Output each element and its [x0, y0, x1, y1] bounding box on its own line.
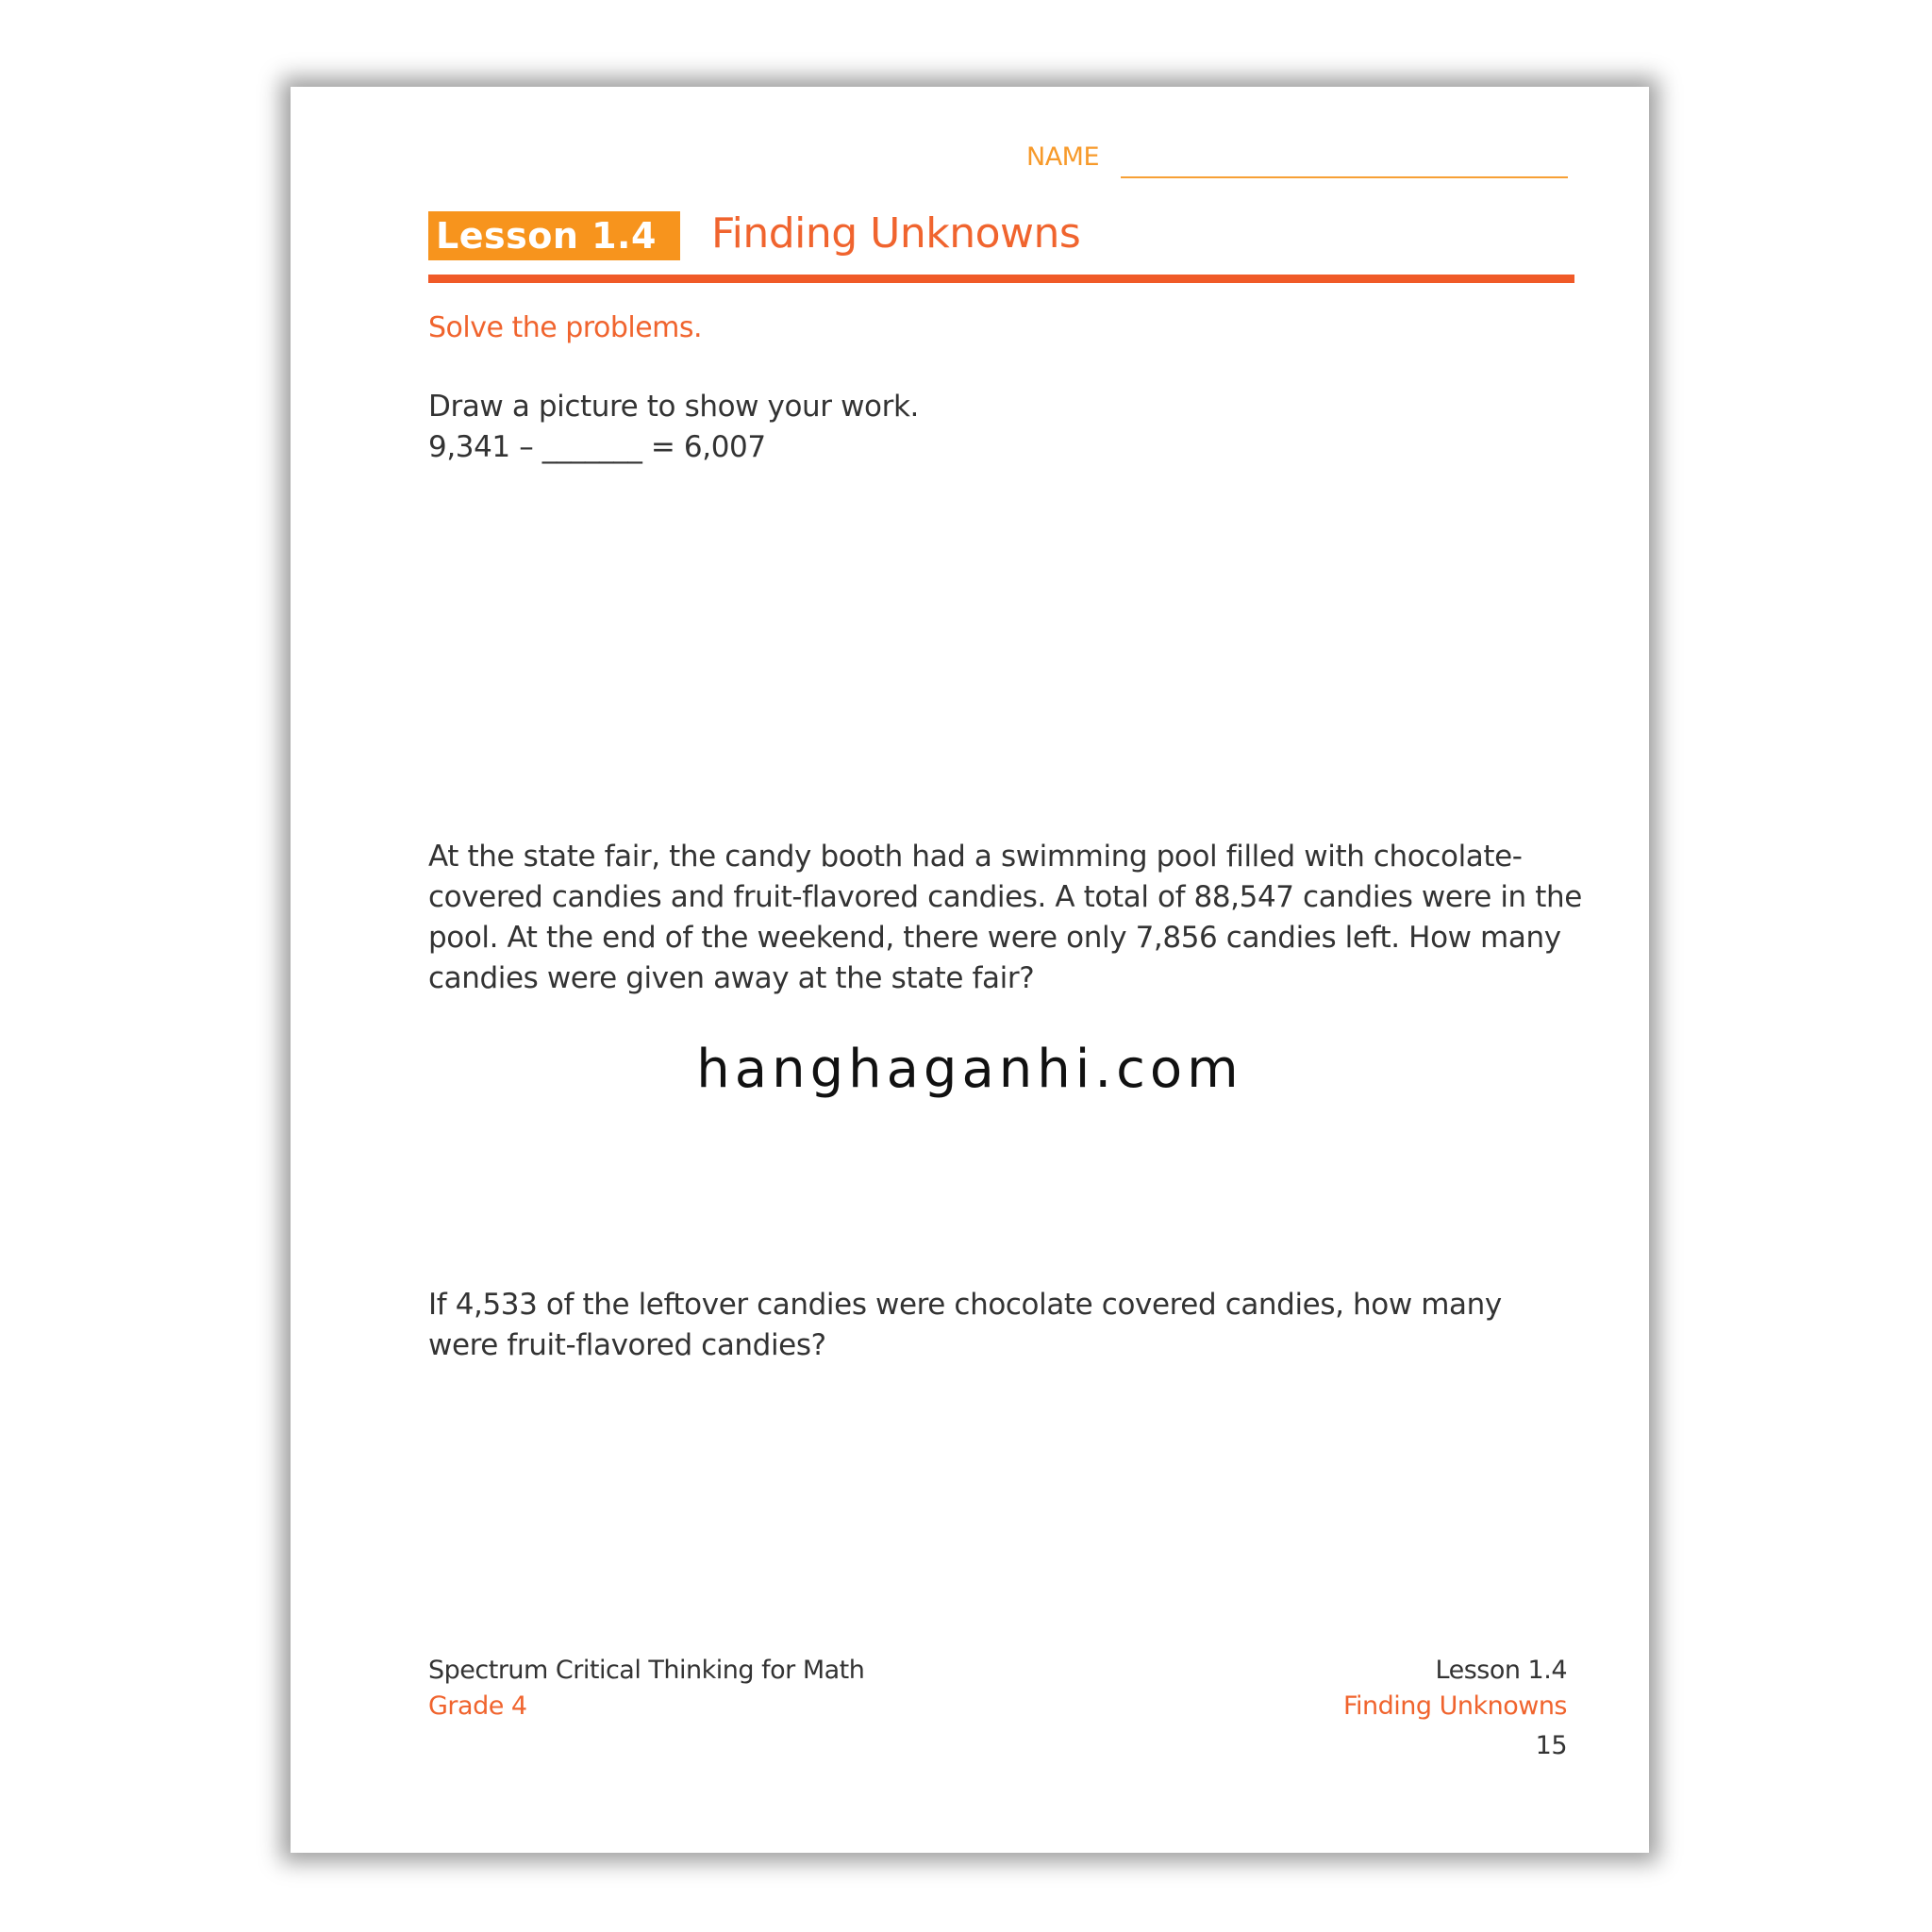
problem-1 — [428, 387, 1574, 468]
problem-1-prompt: Draw a picture to show your work. — [428, 390, 919, 424]
lesson-badge: Lesson 1.4 — [428, 211, 680, 260]
footer-left — [428, 1653, 864, 1724]
footer-book-title: Spectrum Critical Thinking for Math — [428, 1656, 865, 1685]
worksheet-page — [291, 87, 1649, 1853]
watermark: hanghaganhi.com — [696, 1039, 1243, 1100]
footer-lesson-title: Finding Unknowns — [1342, 1691, 1567, 1721]
footer-lesson-number: Lesson 1.4 — [1435, 1656, 1567, 1685]
instructions: Solve the problems. — [428, 311, 703, 344]
problem-2: At the state fair, the candy booth had a swimming pool filled with chocolate-covered candies and fruit-flavored candies. A total of 88,547 candies were in the pool. At the end of the weekend, there were only 7,856 candies left. How many candies were given away at the state fair? — [428, 840, 1582, 995]
problem-1-equation: 9,341 – _______ = 6,007 — [428, 430, 766, 464]
lesson-header — [428, 211, 1574, 279]
title-divider — [428, 275, 1574, 283]
name-label: NAME — [1026, 142, 1100, 172]
name-field-row — [1026, 141, 1654, 197]
footer-grade: Grade 4 — [428, 1691, 527, 1721]
page-number: 15 — [1535, 1731, 1567, 1760]
lesson-title: Finding Unknowns — [711, 209, 1081, 258]
problem-3: If 4,533 of the leftover candies were chocolate covered candies, how many were fruit-flavored candies? — [428, 1288, 1502, 1362]
footer-right — [1343, 1653, 1567, 1764]
name-write-line — [1121, 176, 1568, 178]
